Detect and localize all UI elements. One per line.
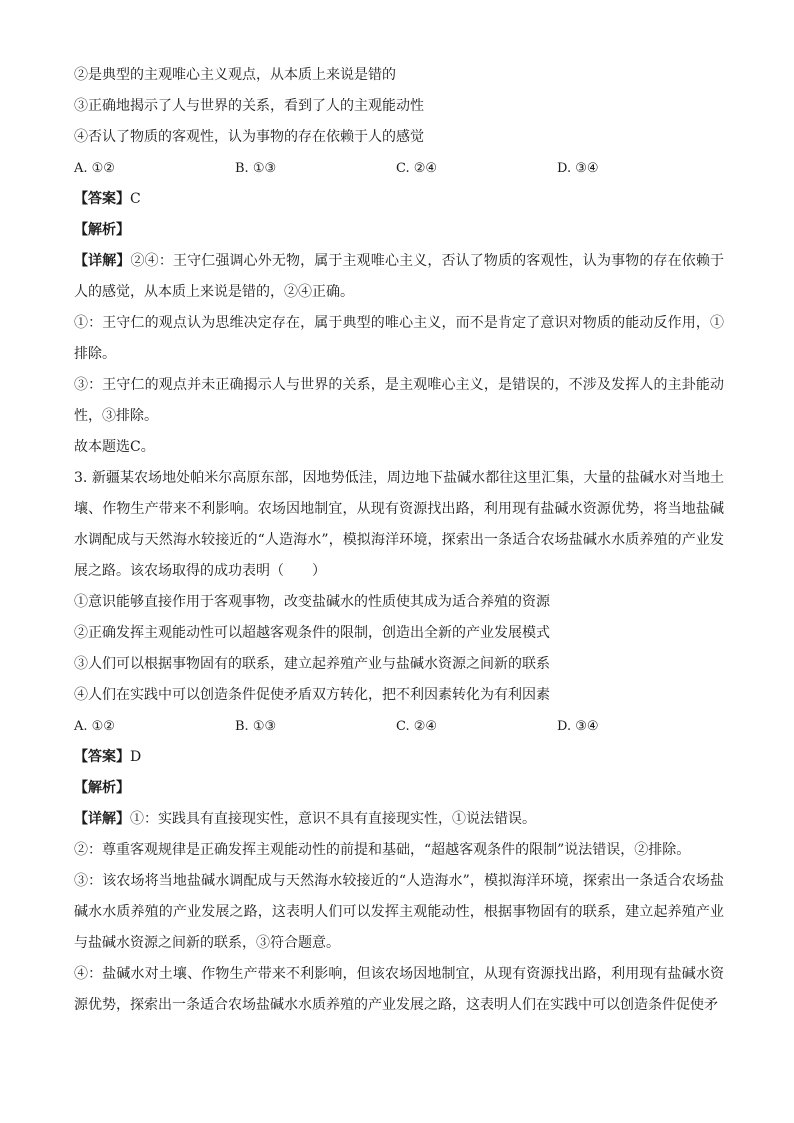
q3-answer-tag: 【答案】 (74, 749, 130, 765)
q3-detail-4: ④：盐碱水对土壤、作物生产带来不利影响，但该农场因地制宜，从现有资源找出路，利用现有盐碱水资源优势，探索出一条适合农场盐碱水水质养殖的产业发展之路，这表明人们在实践中可以创造条件促使矛 (74, 966, 724, 1013)
q3-answer-value: D (130, 749, 142, 765)
q3-detail-text-1: ①：实践具有直接现实性，意识不具有直接现实性，①说法错误。 (130, 811, 536, 827)
q2-answer-tag: 【答案】 (74, 191, 130, 207)
q3-detail-1 (74, 804, 724, 835)
q3-statement-1: ①意识能够直接作用于客观事物，改变盐碱水的性质使其成为适合养殖的资源 (74, 594, 550, 610)
q2-statement-3: ③正确地揭示了人与世界的关系，看到了人的主观能动性 (74, 98, 424, 114)
q3-option-a: A. ①② (74, 719, 115, 734)
q2-option-a: A. ①② (74, 161, 115, 176)
q2-statement-2: ②是典型的主观唯心主义观点，从本质上来说是错的 (74, 67, 396, 83)
q3-option-d: D. ③④ (557, 719, 599, 734)
document-page (74, 60, 724, 1021)
q3-detail-3: ③：该农场将当地盐碱水调配成与天然海水较接近的“人造海水”，模拟海洋环境，探索出一条适合农场盐碱水水质养殖的产业发展之路，这表明人们可以发挥主观能动性，根据事物固有的联系，建立起养殖产业与盐碱水资源之间新的联系，③符合题意。 (74, 873, 724, 951)
q2-option-b: B. ①③ (235, 161, 277, 176)
q2-detail-2: ①：王守仁的观点认为思维决定存在，属于典型的唯心主义，而不是肯定了意识对物质的能动反作用，①排除。 (74, 315, 724, 362)
q2-answer-value: C (130, 191, 141, 207)
q2-analysis (74, 215, 724, 246)
q2-option-d: D. ③④ (557, 161, 599, 176)
q3-detail-2: ②：尊重客观规律是正确发挥主观能动性的前提和基础，“超越客观条件的限制”说法错误，②排除。 (74, 842, 691, 858)
q3-statement-4: ④人们在实践中可以创造条件促使矛盾双方转化，把不利因素转化为有利因素 (74, 687, 550, 703)
q3-statement-3: ③人们可以根据事物固有的联系，建立起养殖产业与盐碱水资源之间新的联系 (74, 656, 550, 672)
q3-option-b: B. ①③ (235, 719, 277, 734)
q2-answer (74, 184, 724, 215)
q2-detail-3: ③：王守仁的观点并未正确揭示人与世界的关系，是主观唯心主义，是错误的，不涉及发挥人的主卦能动性，③排除。 (74, 377, 724, 424)
q2-option-c: C. ②④ (396, 161, 438, 176)
q2-conclusion: 故本题选C。 (74, 439, 155, 455)
q2-statement-4: ④否认了物质的客观性，认为事物的存在依赖于人的感觉 (74, 129, 424, 145)
q2-options (74, 153, 724, 184)
q2-detail-tag: 【详解】 (74, 253, 131, 269)
q3-analysis-tag: 【解析】 (74, 780, 130, 796)
q2-analysis-tag: 【解析】 (74, 222, 130, 238)
q3-analysis (74, 773, 724, 804)
q3-detail-tag: 【详解】 (74, 811, 130, 827)
q3-answer (74, 742, 724, 773)
q3-statement-2: ②正确发挥主观能动性可以超越客观条件的限制，创造出全新的产业发展模式 (74, 625, 550, 641)
q2-detail-text-1: ②④：王守仁强调心外无物，属于主观唯心主义，否认了物质的客观性，认为事物的存在依赖于人的感觉，从本质上来说是错的，②④正确。 (74, 253, 725, 300)
q3-option-c: C. ②④ (396, 719, 438, 734)
q2-detail-1 (74, 246, 724, 308)
q3-options (74, 711, 724, 742)
q3-stem: 3. 新疆某农场地处帕米尔高原东部，因地势低洼，周边地下盐碱水都往这里汇集，大量的盐碱水对当地土壤、作物生产带来不利影响。农场因地制宜，从现有资源找出路，利用现有盐碱水资源优势，将当地盐碱水调配成与天然海水较接近的“人造海水”，模拟海洋环境，探索出一条适合农场盐碱水水质养殖的产业发展之路。该农场取得的成功表明（ ） (74, 470, 724, 579)
